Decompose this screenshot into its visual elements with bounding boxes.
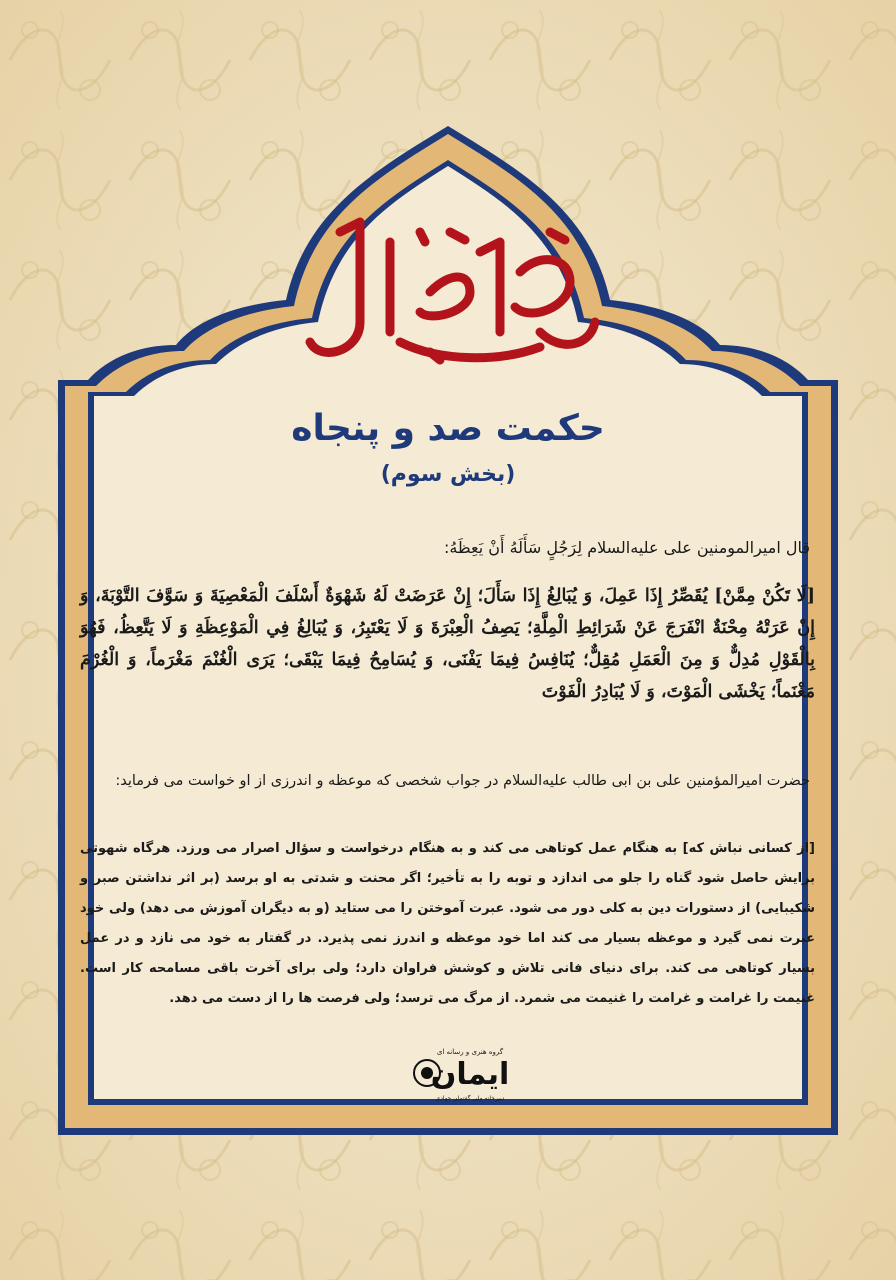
arabic-intro: قال امیرالمومنین علی عليه‌السلام لِرَجُلٍ سَأَلَهُ أَنْ يَعِظَهُ: xyxy=(443,538,810,557)
logo-bottom-text: دبیرخانه ملی گفتمان جهادی xyxy=(435,1095,505,1102)
arabic-hadith-text: [لَا تَكُنْ مِمَّنْ] يُقَصِّرُ إِذَا عَمِلَ، وَ يُبَالِغُ إِذَا سَأَلَ؛ إِنْ عَرَضَتْ لَهُ شَهْوَةٌ أَسْلَفَ الْمَعْصِيَةَ وَ سَوَّفَ التَّوْبَةَ، وَ إِنْ عَرَتْهُ مِحْنَةٌ انْفَرَجَ عَنْ شَرَائِطِ الْمِلَّةِ؛ يَصِفُ الْعِبْرَةَ وَ لَا يَعْتَبِرُ، وَ يُبَالِغُ فِي الْمَوْعِظَةِ وَ لَا يَتَّعِظُ، فَهُوَ بِالْقَوْلِ مُدِلٌّ وَ مِنَ الْعَمَلِ مُقِلٌّ؛ يُنَافِسُ فِيمَا يَفْنَى، وَ يُسَامِحُ فِيمَا يَبْقَى؛ يَرَى الْغُنْمَ مَغْرَماً، وَ الْغُرْمَ مَغْنَماً؛ يَخْشَى الْمَوْتَ، وَ لَا يُبَادِرُ الْفَوْتَ xyxy=(80,586,815,702)
iman-logo xyxy=(408,1048,532,1110)
nahj-calligraphy-logo xyxy=(300,212,600,382)
logo-top-text: گروه هنری و رسانه ای xyxy=(436,1048,504,1056)
logo-name: ایمان xyxy=(430,1057,510,1092)
page-title: حکمت صد و پنجاه xyxy=(291,408,605,449)
page-subtitle: (بخش سوم) xyxy=(380,462,516,487)
persian-translation: [از کسانی نباش که] به هنگام عمل کوتاهی می کند و به هنگام درخواست و سؤال اصرار می ورزد. هرگاه شهوتی برایش حاصل شود گناه را جلو می اندازد و توبه را به تأخیر؛ اگر محنت و شدتی به او برسد (بر اثر نداشتن صبر و شکیبایی) از دستورات دین به کلی دور می شود. عبرت آموختن را می ستاید (و به دیگران آموزش می دهد) ولی خود عبرت نمی گیرد و موعظه بسیار می کند اما خود موعظه و اندرز نمی پذیرد. در گفتار به خود می نازد و در عمل بسیار کوتاهی می کند. برای دنیای فانی تلاش و کوشش فراوان دارد؛ ولی برای آخرت باقی مسامحه کار است. غنیمت را غرامت و غرامت را غنیمت می شمرد. از مرگ می ترسد؛ ولی فرصت ها را از دست می دهد. xyxy=(80,841,815,1006)
translation-intro: حضرت امیرالمؤمنین علی بن ابی طالب عليه‌السلام در جواب شخصی که موعظه و اندرزی از او خواست می فرماید: xyxy=(115,773,810,789)
